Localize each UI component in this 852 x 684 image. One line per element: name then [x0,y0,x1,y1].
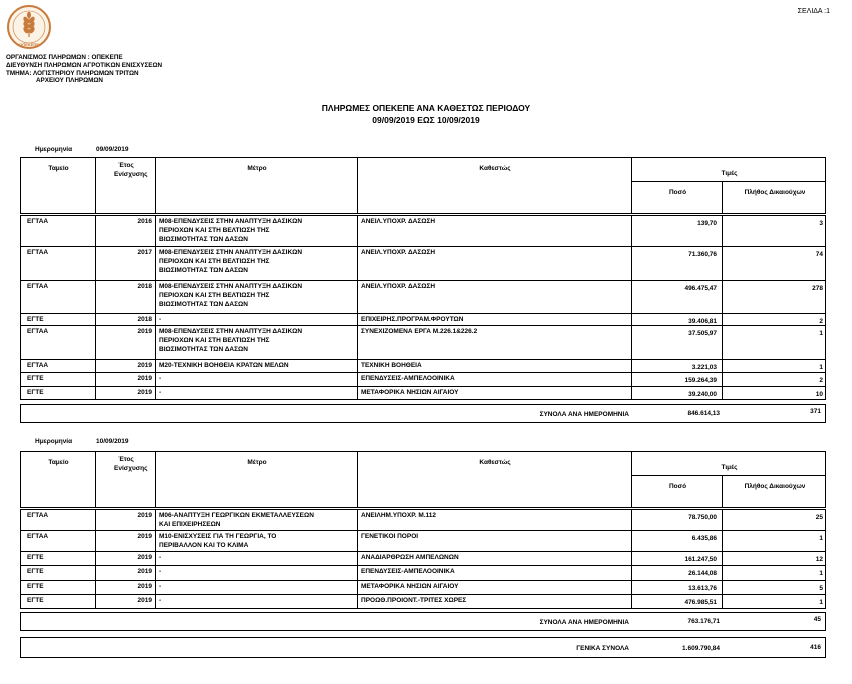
cell-year: 2019 [137,362,152,369]
column-header-fund: Ταμείο [48,459,69,466]
cell-amount: 139,70 [697,220,717,227]
cell-regime: ΑΝΕΙΛΗΜ.ΥΠΟΧΡ. Μ.112 [361,512,437,519]
report-title [0,102,852,126]
table-row [20,359,826,373]
cell-measure [159,553,161,562]
date-label: Ημερομηνία [35,438,73,445]
cell-measure [159,248,302,276]
date-totals-count: 45 [813,616,821,623]
cell-measure-line: - [159,554,162,561]
cell-regime: ΜΕΤΑΦΟΡΙΚΑ ΝΗΣΙΩΝ ΑΙΓΑΙΟΥ [361,583,459,590]
cell-regime: ΕΠΕΝΔΥΣΕΙΣ-ΑΜΠΕΛΟΟΙΝΙΚΑ [361,375,455,382]
date-totals-amount: 763.176,71 [687,618,720,625]
column-header-values: Τιμές [721,464,738,471]
table-row [20,530,826,552]
cell-fund: ΕΓΤΕ [27,389,44,396]
cell-year: 2018 [137,316,152,323]
cell-year: 2017 [137,249,152,256]
cell-regime: ΤΕΧΝΙΚΗ ΒΟΗΘΕΙΑ [361,362,422,369]
cell-regime: ΠΡΟΩΘ.ΠΡΟΙΟΝΤ.-ΤΡΙΤΕΣ ΧΩΡΕΣ [361,597,467,604]
cell-measure [159,217,302,245]
column-header-amount: Ποσό [668,483,687,490]
cell-count: 1 [819,330,823,337]
cell-measure-line: Μ06-ΑΝΑΠΤΥΞΗ ΓΕΩΡΓΙΚΩΝ ΕΚΜΕΤΑΛΛΕΥΣΕΩΝ [159,512,314,519]
cell-measure [159,388,161,397]
cell-measure [159,361,289,370]
cell-amount: 13.613,76 [688,585,717,592]
cell-count: 10 [815,391,823,398]
cell-amount: 496.475,47 [684,285,717,292]
cell-fund: ΕΓΤΕ [27,316,44,323]
cell-measure-line: Μ08-ΕΠΕΝΔΥΣΕΙΣ ΣΤΗΝ ΑΝΑΠΤΥΞΗ ΔΑΣΙΚΩΝ [159,328,303,335]
cell-measure [159,511,314,529]
cell-count: 74 [815,251,823,258]
date-value: 09/09/2019 [96,146,129,153]
cell-measure-line: - [159,597,162,604]
cell-regime: ΑΝΕΙΛ.ΥΠΟΧΡ. ΔΑΣΩΣΗ [361,283,436,290]
cell-fund: ΕΓΤΑΑ [27,249,49,256]
cell-measure [159,282,302,310]
cell-measure [159,567,161,576]
column-header-measure: Μέτρο [247,165,267,172]
column-header-fund: Ταμείο [48,165,69,172]
cell-measure-line: - [159,316,162,323]
cell-fund: ΕΓΤΑΑ [27,533,49,540]
page-number: ΣΕΛΙΔΑ :1 [797,8,830,15]
cell-measure [159,315,161,324]
cell-count: 2 [819,318,823,325]
cell-measure [159,327,302,355]
cell-amount: 37.505,97 [688,330,717,337]
cell-regime: ΑΝΕΙΛ.ΥΠΟΧΡ. ΔΑΣΩΣΗ [361,249,436,256]
cell-measure-line: ΒΙΩΣΙΜΟΤΗΤΑΣ ΤΩΝ ΔΑΣΩΝ [159,301,248,309]
cell-year: 2019 [137,533,152,540]
cell-amount: 3.221,03 [691,364,717,371]
cell-year: 2019 [137,375,152,382]
grand-total-amount: 1.609.790,84 [682,645,720,652]
cell-measure [159,374,161,383]
cell-amount: 161.247,50 [684,556,717,563]
date-value: 10/09/2019 [96,438,129,445]
cell-count: 1 [819,364,823,371]
cell-year: 2019 [137,328,152,335]
cell-measure-line: - [159,583,162,590]
column-header-values: Τιμές [721,170,738,177]
date-totals-amount: 846.614,13 [687,410,720,417]
cell-amount: 476.985,51 [684,599,717,606]
cell-regime: ΜΕΤΑΦΟΡΙΚΑ ΝΗΣΙΩΝ ΑΙΓΑΙΟΥ [361,389,459,396]
org-line: ΔΙΕΥΘΥΝΣΗ ΠΛΗΡΩΜΩΝ ΑΓΡΟΤΙΚΩΝ ΕΝΙΣΧΥΣΕΩΝ [6,61,163,69]
cell-count: 278 [812,285,823,292]
cell-measure-line: Μ10-ΕΝΙΣΧΥΣΕΙΣ ΓΙΑ ΤΗ ΓΕΩΡΓΙΑ, ΤΟ [159,533,277,540]
cell-year: 2019 [137,554,152,561]
cell-year: 2019 [137,583,152,590]
cell-measure-line: ΠΕΡΙΟΧΩΝ ΚΑΙ ΣΤΗ ΒΕΛΤΙΩΣΗ ΤΗΣ [159,292,270,300]
table-row [20,386,826,400]
cell-regime: ΑΝΑΔΙΑΡΘΡΩΣΗ ΑΜΠΕΛΩΝΩΝ [361,554,459,561]
cell-fund: ΕΓΤΕ [27,375,44,382]
cell-count: 12 [815,556,823,563]
cell-year: 2019 [137,597,152,604]
cell-measure-line: Μ20-ΤΕΧΝΙΚΗ ΒΟΗΘΕΙΑ ΚΡΑΤΩΝ ΜΕΛΩΝ [159,362,289,369]
cell-year: 2016 [137,218,152,225]
cell-count: 3 [819,220,823,227]
column-header-regime: Καθεστώς [479,165,511,172]
cell-count: 2 [819,377,823,384]
organization-block [6,54,162,85]
cell-count: 25 [815,514,823,521]
cell-fund: ΕΓΤΕ [27,597,44,604]
cell-regime: ΣΥΝΕΧΙΖΟΜΕΝΑ ΕΡΓΑ Μ.226.1&226.2 [361,328,478,335]
cell-measure-line: - [159,568,162,575]
cell-amount: 78.750,00 [688,514,717,521]
cell-measure [159,532,276,550]
cell-measure [159,596,161,605]
cell-regime: ΑΝΕΙΛ.ΥΠΟΧΡ. ΔΑΣΩΣΗ [361,218,436,225]
cell-amount: 159.264,39 [684,377,717,384]
date-totals-box [20,612,826,631]
svg-text:ΟΠΕΚΕΠΕ: ΟΠΕΚΕΠΕ [19,42,39,47]
grand-total-count: 416 [810,644,821,651]
cell-regime: ΕΠΙΧΕΙΡΗΣ.ΠΡΟΓΡΑΜ.ΦΡΟΥΤΩΝ [361,316,464,323]
opekepe-logo [6,4,52,50]
cell-count: 1 [819,570,823,577]
table-row [20,280,826,314]
cell-measure-line: ΠΕΡΙΒΑΛΛΟΝ ΚΑΙ ΤΟ ΚΛΙΜΑ [159,542,249,550]
cell-regime: ΓΕΝΕΤΙΚΟΙ ΠΟΡΟΙ [361,533,419,540]
table-row [20,325,826,360]
cell-amount: 39.406,81 [688,318,717,325]
table-row [20,246,826,281]
table-row [20,215,826,247]
cell-year: 2018 [137,283,152,290]
cell-fund: ΕΓΤΕ [27,568,44,575]
grand-total-label: ΓΕΝΙΚΑ ΣΥΝΟΛΑ [576,645,629,652]
cell-measure-line: - [159,389,162,396]
cell-measure [159,582,161,591]
cell-measure-line: ΠΕΡΙΟΧΩΝ ΚΑΙ ΣΤΗ ΒΕΛΤΙΩΣΗ ΤΗΣ [159,337,270,345]
cell-fund: ΕΓΤΑΑ [27,512,49,519]
cell-fund: ΕΓΤΕ [27,554,44,561]
column-header-year: Έτος Ενίσχυσης [114,456,148,472]
cell-fund: ΕΓΤΕ [27,583,44,590]
table-row [20,594,826,609]
org-line: ΑΡΧΕΙΟΥ ΠΛΗΡΩΜΩΝ [36,77,103,85]
cell-year: 2019 [137,568,152,575]
date-totals-label: ΣΥΝΟΛΑ ΑΝΑ ΗΜΕΡΟΜΗΝΙΑ [539,411,629,418]
column-header-beneficiaries: Πλήθος Δικαιούχων [744,189,806,196]
cell-measure-line: ΚΑΙ ΕΠΙΧΕΙΡΗΣΕΩΝ [159,521,221,529]
table-row [20,551,826,566]
cell-year: 2019 [137,512,152,519]
cell-measure-line: ΒΙΩΣΙΜΟΤΗΤΑΣ ΤΩΝ ΔΑΣΩΝ [159,236,248,244]
date-totals-box [20,404,826,423]
table-header [20,451,826,508]
org-line: ΟΡΓΑΝΙΣΜΟΣ ΠΛΗΡΩΜΩΝ : ΟΠΕΚΕΠΕ [6,54,123,61]
cell-count: 1 [819,599,823,606]
cell-measure-line: Μ08-ΕΠΕΝΔΥΣΕΙΣ ΣΤΗΝ ΑΝΑΠΤΥΞΗ ΔΑΣΙΚΩΝ [159,249,303,256]
cell-measure-line: ΒΙΩΣΙΜΟΤΗΤΑΣ ΤΩΝ ΔΑΣΩΝ [159,267,248,275]
cell-fund: ΕΓΤΑΑ [27,362,49,369]
cell-year: 2019 [137,389,152,396]
org-line: ΤΜΗΜΑ: ΛΟΓΙΣΤΗΡΙΟΥ ΠΛΗΡΩΜΩΝ ΤΡΙΤΩΝ [6,69,139,77]
cell-fund: ΕΓΤΑΑ [27,328,49,335]
column-header-amount: Ποσό [668,189,687,196]
cell-count: 5 [819,585,823,592]
cell-measure-line: Μ08-ΕΠΕΝΔΥΣΕΙΣ ΣΤΗΝ ΑΝΑΠΤΥΞΗ ΔΑΣΙΚΩΝ [159,218,303,225]
cell-regime: ΕΠΕΝΔΥΣΕΙΣ-ΑΜΠΕΛΟΟΙΝΙΚΑ [361,568,455,575]
cell-fund: ΕΓΤΑΑ [27,283,49,290]
column-header-regime: Καθεστώς [479,459,511,466]
date-label: Ημερομηνία [35,146,73,153]
cell-measure-line: - [159,375,162,382]
table-row [20,372,826,387]
table-row [20,565,826,581]
date-totals-count: 371 [810,408,821,415]
report-title-line1: ΠΛΗΡΩΜΕΣ ΟΠΕΚΕΠΕ ΑΝΑ ΚΑΘΕΣΤΩΣ ΠΕΡΙΟΔΟΥ [321,103,531,113]
table-row [20,580,826,595]
cell-measure-line: ΠΕΡΙΟΧΩΝ ΚΑΙ ΣΤΗ ΒΕΛΤΙΩΣΗ ΤΗΣ [159,227,270,235]
column-header-measure: Μέτρο [247,459,267,466]
cell-fund: ΕΓΤΑΑ [27,218,49,225]
cell-amount: 26.144,08 [688,570,717,577]
cell-amount: 39.240,00 [688,391,717,398]
column-header-beneficiaries: Πλήθος Δικαιούχων [744,483,806,490]
report-title-line2: 09/09/2019 ΕΩΣ 10/09/2019 [372,115,480,125]
cell-measure-line: Μ08-ΕΠΕΝΔΥΣΕΙΣ ΣΤΗΝ ΑΝΑΠΤΥΞΗ ΔΑΣΙΚΩΝ [159,283,303,290]
cell-amount: 71.360,76 [688,251,717,258]
table-header [20,157,826,214]
cell-amount: 6.435,86 [691,535,717,542]
column-header-year: Έτος Ενίσχυσης [114,162,148,178]
cell-measure-line: ΒΙΩΣΙΜΟΤΗΤΑΣ ΤΩΝ ΔΑΣΩΝ [159,346,248,354]
grand-total-box [20,637,826,658]
cell-measure-line: ΠΕΡΙΟΧΩΝ ΚΑΙ ΣΤΗ ΒΕΛΤΙΩΣΗ ΤΗΣ [159,258,270,266]
cell-count: 1 [819,535,823,542]
table-row [20,509,826,531]
date-totals-label: ΣΥΝΟΛΑ ΑΝΑ ΗΜΕΡΟΜΗΝΙΑ [539,619,629,626]
